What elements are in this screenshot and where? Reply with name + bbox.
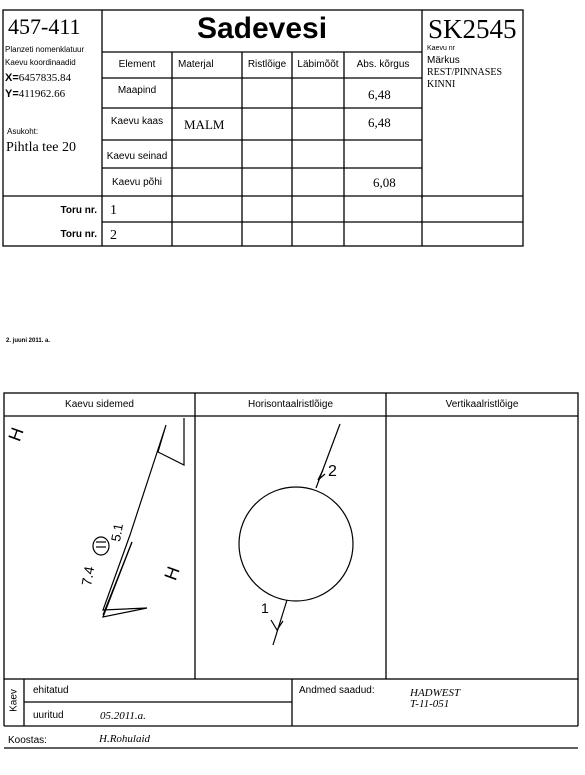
well-number: SK2545 [428, 14, 517, 44]
sketch-h-right: H [160, 563, 184, 583]
pipe-2-value: 2 [110, 228, 117, 243]
side-label-cell [4, 679, 24, 726]
notes-label: Märkus [427, 55, 460, 66]
well-number-label: Kaevu nr [427, 45, 456, 52]
connections-sketch [93, 418, 184, 617]
section-connections-title: Kaevu sidemed [65, 399, 134, 410]
sketch-dim-left: 7.4 [78, 565, 98, 587]
surveyed-value: 05.2011.a. [100, 710, 146, 722]
data-from-label: Andmed saadud: [299, 685, 375, 696]
date-note: 2. juuni 2011. a. [6, 338, 51, 344]
y-label: Y= [5, 88, 19, 100]
author-label: Koostas: [8, 735, 47, 746]
coords-label: Kaevu koordinaadid [5, 58, 76, 67]
pipe-1-label: Toru nr. [60, 205, 97, 216]
notes-line-1: REST/PINNASES [427, 67, 503, 78]
pipe-1-value: 1 [110, 203, 117, 218]
location-value: Pihtla tee 20 [6, 140, 76, 155]
built-label: ehitatud [33, 685, 69, 696]
data-from-line-1: HADWEST [410, 687, 461, 699]
section-vertical-title: Vertikaalristlõige [445, 399, 519, 410]
col-header-material: Materjal [178, 59, 214, 70]
row-element-kaevu-kaas: Kaevu kaas [110, 116, 164, 127]
row-height-maapind: 6,48 [368, 87, 391, 102]
surveyed-label: uuritud [33, 710, 64, 721]
nomenclature-label: Planzeti nomenklatuur [5, 45, 85, 54]
row-element-kaevu-seinad: Kaevu seinad [106, 151, 168, 162]
row-element-maapind: Maapind [117, 85, 157, 96]
sketch-h-top: H [4, 424, 28, 444]
row-element-kaevu-pohi: Kaevu põhi [111, 177, 163, 188]
y-value: 411962.66 [18, 88, 66, 100]
y-coordinate [5, 88, 65, 100]
col-header-cross: Ristlõige [247, 59, 287, 70]
nomenclature-value: 457-411 [8, 14, 81, 39]
data-from-line-2: T-11-051 [410, 698, 450, 710]
col-header-height: Abs. kõrgus [356, 59, 410, 70]
x-value: 6457835.84 [18, 72, 72, 84]
horizontal-section-sketch [239, 424, 353, 645]
x-label: X= [5, 72, 19, 84]
pipe-out-label: 1 [261, 600, 269, 616]
pipe-in-label: 2 [328, 463, 337, 480]
pipe-2-label: Toru nr. [60, 229, 97, 240]
page-title: Sadevesi [196, 12, 328, 45]
section-horizontal-title: Horisontaalristlõige [247, 399, 334, 410]
col-header-element: Element [118, 59, 156, 70]
notes-line-2: KINNI [427, 79, 456, 90]
row-material-kaevu-kaas: MALM [184, 117, 225, 132]
col-header-diameter: Läbimõõt [297, 59, 339, 70]
location-label: Asukoht: [7, 127, 39, 136]
row-height-kaevu-kaas: 6,48 [368, 115, 391, 130]
x-coordinate [5, 72, 71, 84]
sketch-dim-right: 5.1 [108, 522, 126, 543]
author-value: H.Rohulaid [99, 733, 151, 745]
side-label: Kaev [8, 689, 20, 712]
row-height-kaevu-pohi: 6,08 [373, 175, 396, 190]
